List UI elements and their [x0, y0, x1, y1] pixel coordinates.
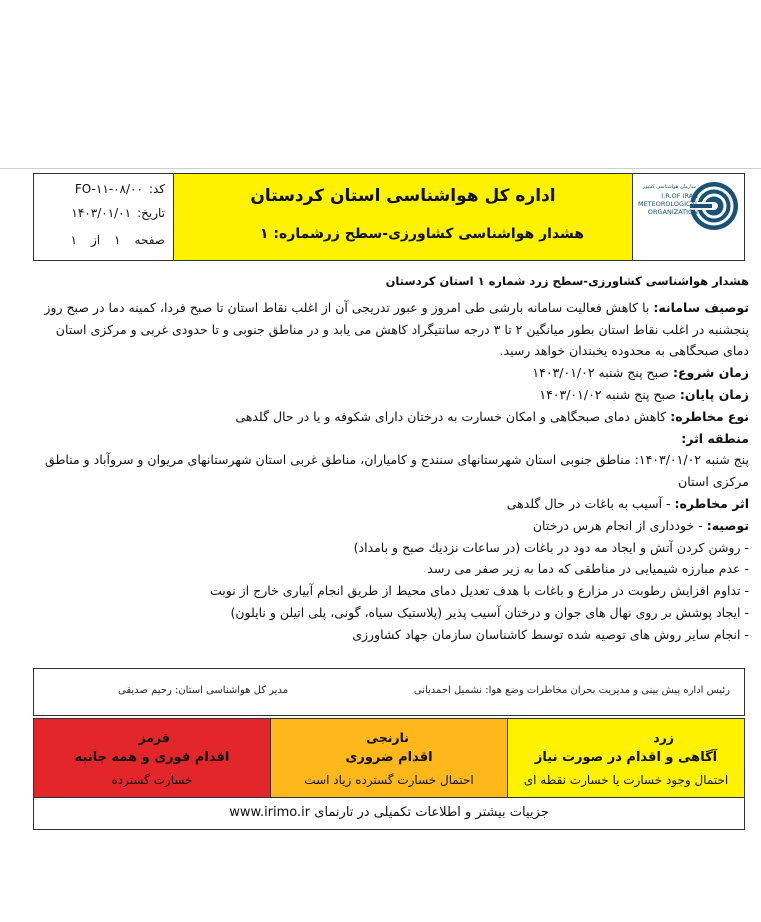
logo-text-line-2: METEOROLOGICAL [638, 200, 699, 208]
warning-subtitle: هشدار هواشناسی کشاورزی-سطح زرد [316, 226, 584, 242]
level-yellow-desc: احتمال وجود خسارت یا خسارت نقطه ای [523, 773, 729, 787]
description-paragraph [40, 297, 749, 362]
level-red [34, 719, 270, 797]
director-signature [118, 685, 288, 696]
level-orange [270, 719, 507, 797]
warning-levels-table [33, 718, 745, 798]
warning-number-label: شماره: [273, 226, 324, 242]
forecast-head-signature [414, 685, 730, 696]
page-current: ۱ [114, 233, 121, 247]
signature-box [33, 668, 745, 716]
advice-label: توصیه: [706, 517, 749, 533]
director-name: رحیم صدیقی [118, 685, 172, 696]
level-yellow [507, 719, 744, 797]
logo-text-fa: سازمان هواشناسی کشور [642, 184, 696, 190]
hazard-label: نوع مخاطره: [670, 408, 749, 424]
level-red-action: اقدام فوری و همه جانبه [74, 750, 230, 765]
end-time-value: صبح پنج شنبه ۱۴۰۳/۰۱/۰۲ [539, 386, 676, 402]
level-orange-desc: احتمال خسارت گسترده زیاد است [304, 773, 474, 787]
page-title: اداره کل هواشناسی استان کردستان [250, 186, 556, 206]
impact-row [40, 493, 749, 515]
level-orange-action: اقدام ضروری [345, 750, 433, 765]
description-text: با کاهش فعالیت سامانه بارشی طی امروز و عبور تدریجی آن از اغلب نقاط استان تا صبح فردا، کمینه دما در صبح روز پنجشنبه در اغلب نقاط استان بطور میانگین ۲ تا ۳ درجه سانتیگراد کاهش می یابد و در مناطق جنوبی و تا حدودی غربی و مرکزی استان دمای صبحگاهی به محدوده یخبندان خواهد رسید. [44, 299, 749, 359]
code-label: کد: [148, 182, 165, 196]
area-label: منطقه اثر: [681, 430, 749, 446]
start-time-value: صبح پنج شنبه ۱۴۰۳/۰۱/۰۲ [532, 365, 669, 381]
impact-label: اثر مخاطره: [674, 495, 749, 511]
page-total: ۱ [70, 233, 77, 247]
footer-text: جزییات بیشتر و اطلاعات تکمیلی در تارنمای [314, 805, 549, 820]
level-red-desc: خسارت گسترده [111, 773, 193, 787]
logo-text-line-3: ORGANIZATION [647, 208, 698, 216]
header-meta-cell [34, 174, 174, 260]
level-red-name: قرمز [138, 730, 170, 745]
logo-text-line-1: I.R.OF IRAN [661, 192, 698, 200]
area-label-row [40, 428, 749, 450]
director-label: مدیر کل هواشناسی استان: [174, 685, 289, 696]
area-value: پنج شنبه ۱۴۰۳/۰۱/۰۲: مناطق جنوبی استان شهرستانهای سنندج و کامیاران، مناطق غربی استان شهرستانهای مریوان و سروآباد و مناطق مرکزی استان [45, 452, 749, 490]
top-divider [0, 168, 761, 169]
advice-item: - روشن کردن آتش و ایجاد مه دود در باغات (در ساعات نزدیك صبح و بامداد) [353, 539, 749, 555]
advice-row [40, 515, 749, 537]
code-row [42, 182, 165, 196]
end-time-row [40, 384, 749, 406]
advice-item: - ایجاد پوشش بر روی نهال های جوان و درختان آسیب پذیر (پلاستیک سیاه، گونی، پلی اتیلن و نایلون) [230, 604, 749, 620]
start-time-row [40, 362, 749, 384]
hazard-value: کاهش دمای صبحگاهی و امکان خسارت به درختان دارای شکوفه و یا در حال گلدهی [235, 408, 667, 424]
description-label: توصیف سامانه: [653, 299, 749, 315]
forecast-head-name: نشمیل احمدیانی [413, 685, 483, 696]
advice-item: - انجام سایر روش های توصیه شده توسط کاشناسان سازمان جهاد کشاورزی [352, 626, 749, 642]
website-link[interactable]: www.irimo.ir [229, 805, 311, 820]
page-of: از [90, 233, 101, 247]
warning-body [40, 271, 749, 646]
date-label: تاریخ: [137, 206, 165, 220]
advice-first: - خودداری از انجام هرس درختان [532, 517, 703, 533]
level-yellow-action: آگاهی و اقدام در صورت نیاز [534, 750, 718, 765]
warning-heading: هشدار هواشناسی کشاورزی-سطح زرد شماره ۱ استان کردستان [385, 274, 749, 288]
start-time-label: زمان شروع: [672, 365, 749, 381]
header-title-cell [174, 174, 632, 260]
logo-cell [632, 174, 744, 260]
page-label: صفحه [134, 233, 165, 247]
warning-number-value: ۱ [260, 226, 269, 242]
impact-value: - آسیب به باغات در حال گلدهی [506, 495, 671, 511]
code-value: FO-۱۱-۰۸/۰۰ [74, 182, 143, 196]
level-orange-name: نارنجی [366, 730, 409, 745]
end-time-label: زمان پایان: [679, 386, 749, 402]
page-row [42, 233, 165, 247]
hazard-row [40, 406, 749, 428]
warning-number [260, 226, 324, 242]
level-yellow-name: زرد [653, 730, 674, 745]
advice-item: - عدم مبارزه شیمیایی در مناطقی که دما به زیر صفر می رسد [427, 561, 749, 577]
footer-box [33, 798, 745, 830]
date-value: ۱۴۰۳/۰۱/۰۱ [71, 206, 132, 220]
advice-item: - تداوم افزایش رطوبت در مزارع و باغات با هدف تعدیل دمای محیط از طریق انجام آبیاری خارج از نوبت [209, 583, 749, 599]
document-header [33, 173, 745, 261]
forecast-head-label: رئیس اداره پیش بینی و مدیریت بحران مخاطرات وضع هوا: [485, 685, 730, 696]
date-row [42, 206, 165, 220]
